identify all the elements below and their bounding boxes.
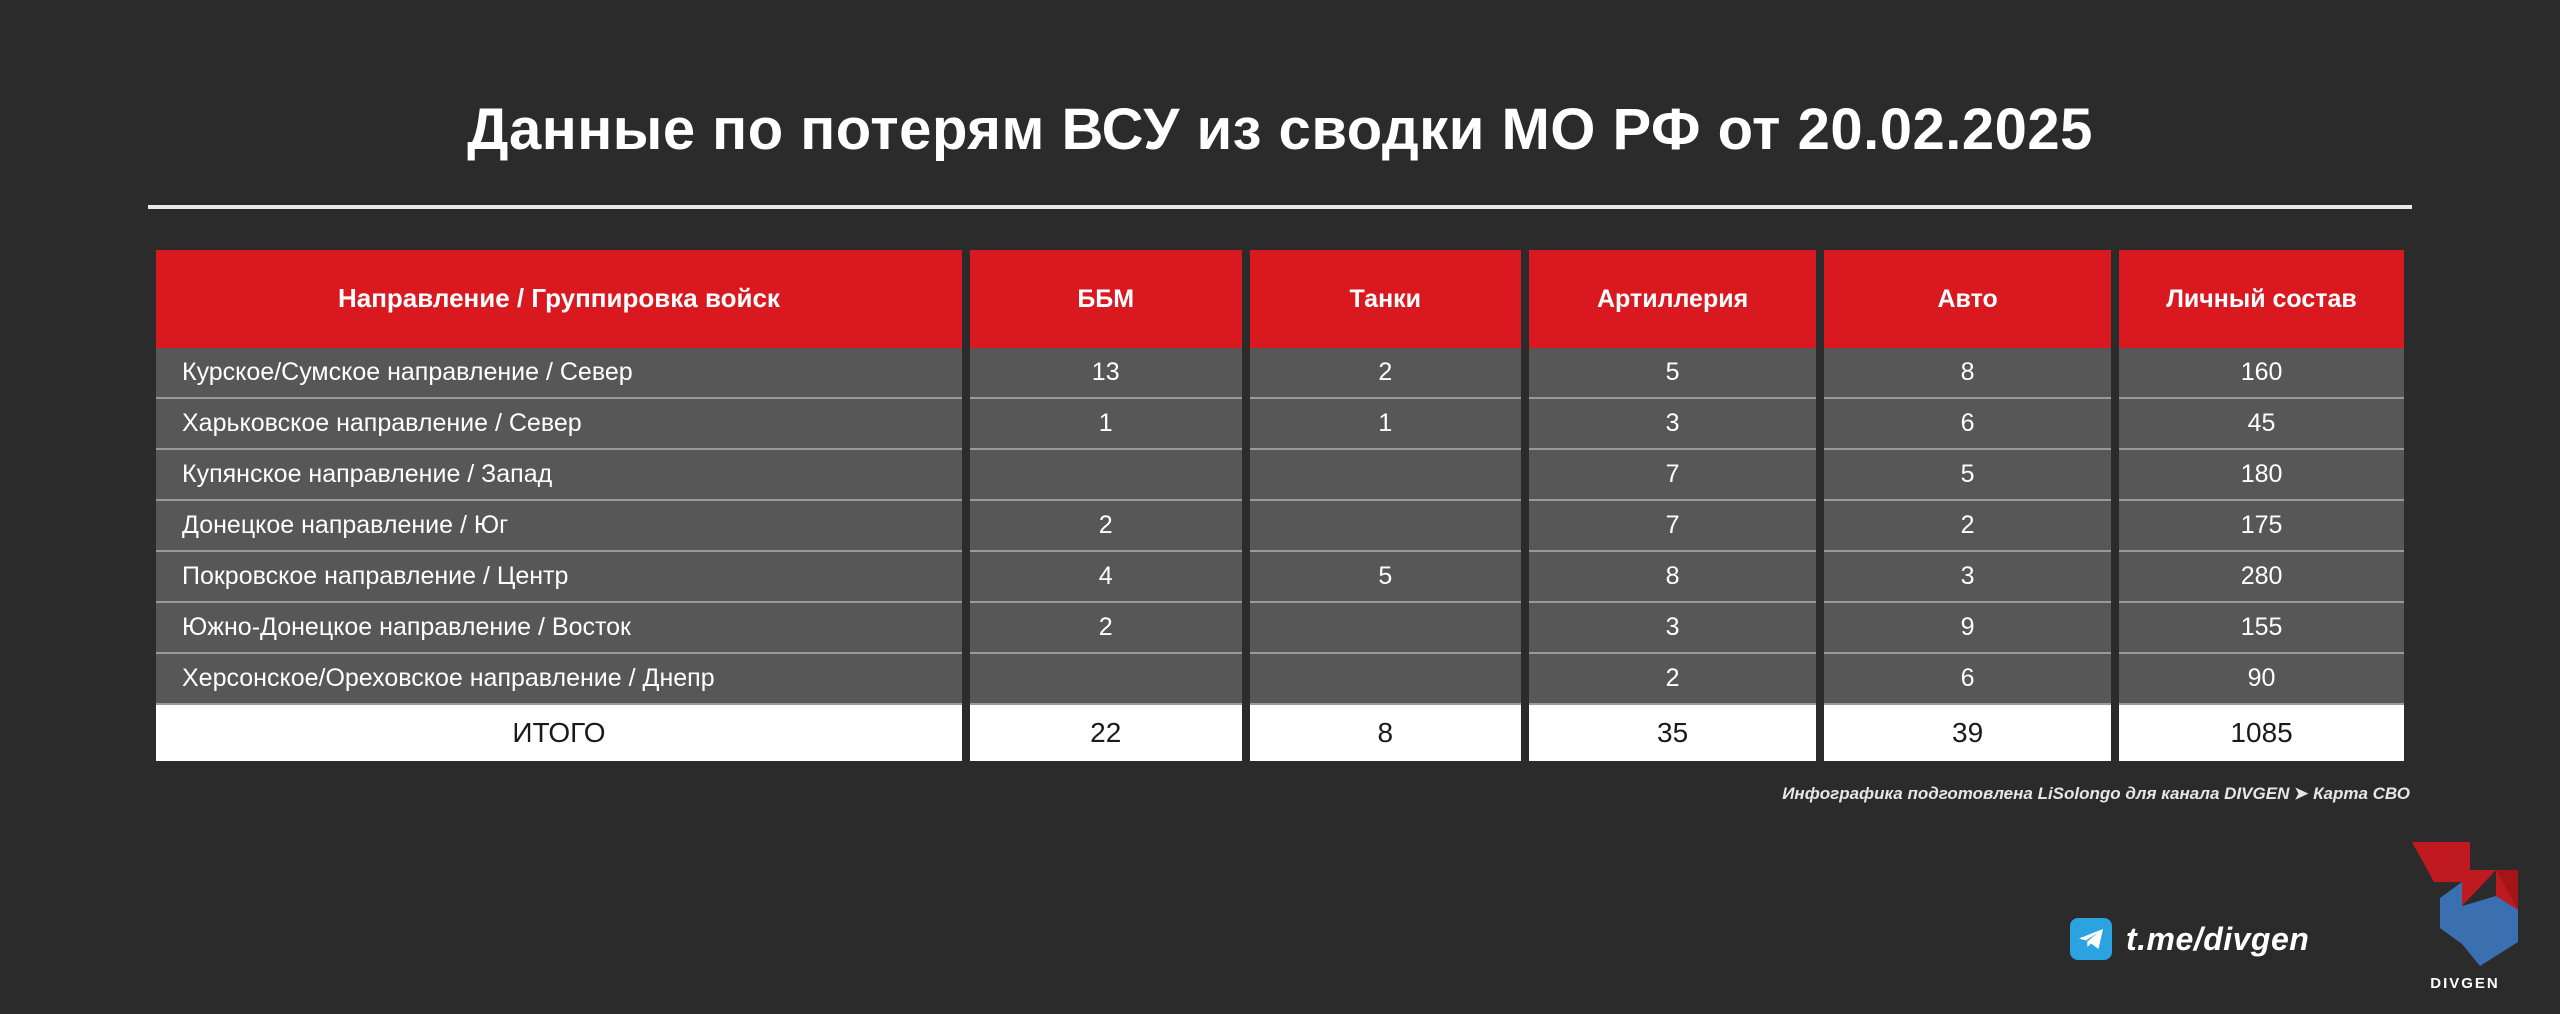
cell-direction: Курское/Сумское направление / Север xyxy=(156,348,962,399)
column-header-personnel: Личный состав xyxy=(2119,250,2404,348)
losses-table-container xyxy=(148,250,2412,761)
cell-bbm xyxy=(970,450,1242,501)
cell-personnel: 280 xyxy=(2119,552,2404,603)
cell-tanks: 1 xyxy=(1250,399,1522,450)
telegram-icon xyxy=(2070,918,2112,960)
table-row xyxy=(156,399,2404,450)
cell-bbm: 13 xyxy=(970,348,1242,399)
cell-personnel: 155 xyxy=(2119,603,2404,654)
cell-artillery: 7 xyxy=(1529,450,1816,501)
arrow-icon: ➤ xyxy=(2294,784,2309,803)
credit-line xyxy=(1782,784,2410,804)
cell-personnel: 160 xyxy=(2119,348,2404,399)
cell-artillery: 2 xyxy=(1529,654,1816,705)
losses-table xyxy=(148,250,2412,761)
cell-personnel: 90 xyxy=(2119,654,2404,705)
credit-text: Инфографика подготовлена LiSolongo для канала DIVGEN xyxy=(1782,784,2290,803)
divgen-logo-label: DIVGEN xyxy=(2430,975,2500,992)
cell-direction: Южно-Донецкое направление / Восток xyxy=(156,603,962,654)
cell-personnel: 180 xyxy=(2119,450,2404,501)
cell-artillery: 7 xyxy=(1529,501,1816,552)
cell-direction: Херсонское/Ореховское направление / Днепр xyxy=(156,654,962,705)
cell-artillery: 3 xyxy=(1529,603,1816,654)
cell-bbm xyxy=(970,654,1242,705)
total-bbm: 22 xyxy=(970,705,1242,761)
cell-bbm: 2 xyxy=(970,501,1242,552)
cell-tanks xyxy=(1250,450,1522,501)
table-header-row xyxy=(156,250,2404,348)
cell-tanks: 2 xyxy=(1250,348,1522,399)
cell-auto: 8 xyxy=(1824,348,2111,399)
table-row xyxy=(156,654,2404,705)
cell-personnel: 45 xyxy=(2119,399,2404,450)
telegram-link[interactable] xyxy=(2070,918,2309,960)
total-label: ИТОГО xyxy=(156,705,962,761)
cell-tanks xyxy=(1250,654,1522,705)
cell-bbm: 1 xyxy=(970,399,1242,450)
title-divider xyxy=(148,205,2412,209)
cell-direction: Харьковское направление / Север xyxy=(156,399,962,450)
column-header-direction: Направление / Группировка войск xyxy=(156,250,962,348)
total-auto: 39 xyxy=(1824,705,2111,761)
cell-auto: 9 xyxy=(1824,603,2111,654)
cell-tanks: 5 xyxy=(1250,552,1522,603)
cell-artillery: 5 xyxy=(1529,348,1816,399)
cell-auto: 5 xyxy=(1824,450,2111,501)
cell-auto: 6 xyxy=(1824,654,2111,705)
total-personnel: 1085 xyxy=(2119,705,2404,761)
total-artillery: 35 xyxy=(1529,705,1816,761)
cell-auto: 3 xyxy=(1824,552,2111,603)
cell-direction: Донецкое направление / Юг xyxy=(156,501,962,552)
cell-personnel: 175 xyxy=(2119,501,2404,552)
table-row xyxy=(156,603,2404,654)
cell-bbm: 4 xyxy=(970,552,1242,603)
cell-tanks xyxy=(1250,501,1522,552)
cell-direction: Покровское направление / Центр xyxy=(156,552,962,603)
table-row xyxy=(156,348,2404,399)
cell-artillery: 8 xyxy=(1529,552,1816,603)
column-header-bbm: ББМ xyxy=(970,250,1242,348)
cell-direction: Купянское направление / Запад xyxy=(156,450,962,501)
telegram-handle: t.me/divgen xyxy=(2126,920,2310,957)
table-total-row xyxy=(156,705,2404,761)
total-tanks: 8 xyxy=(1250,705,1522,761)
table-row xyxy=(156,501,2404,552)
column-header-auto: Авто xyxy=(1824,250,2111,348)
table-row xyxy=(156,450,2404,501)
column-header-tanks: Танки xyxy=(1250,250,1522,348)
cell-bbm: 2 xyxy=(970,603,1242,654)
cell-artillery: 3 xyxy=(1529,399,1816,450)
cell-auto: 6 xyxy=(1824,399,2111,450)
divgen-logo xyxy=(2400,836,2530,996)
column-header-artillery: Артиллерия xyxy=(1529,250,1816,348)
credit-suffix: Карта СВО xyxy=(2313,784,2410,803)
cell-tanks xyxy=(1250,603,1522,654)
page-title: Данные по потерям ВСУ из сводки МО РФ от 20.02.2025 xyxy=(467,97,2093,162)
cell-auto: 2 xyxy=(1824,501,2111,552)
table-row xyxy=(156,552,2404,603)
